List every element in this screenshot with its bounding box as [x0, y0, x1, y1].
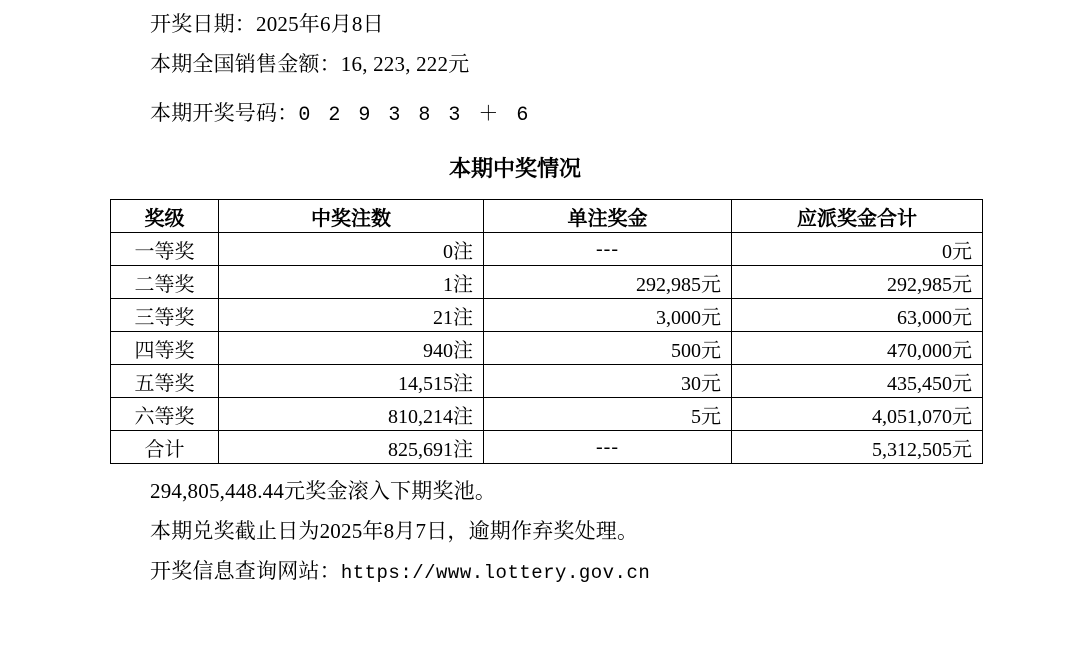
- cell-grade: 一等奖: [111, 233, 219, 266]
- table-row: [111, 233, 983, 266]
- table-row: [111, 365, 983, 398]
- column-header-grade: 奖级: [111, 200, 219, 233]
- website-url[interactable]: https://www.lottery.gov.cn: [340, 562, 651, 584]
- table-row: [111, 398, 983, 431]
- winning-numbers-value: 0 2 9 3 8 3 ＋ 6: [298, 104, 532, 127]
- national-sales-line: 本期全国销售金额：16, 223, 222元: [150, 52, 470, 76]
- cell-count: 14,515注: [219, 365, 484, 398]
- rollover-line: 294,805,448.44元奖金滚入下期奖池。: [150, 479, 497, 503]
- table-row: [111, 299, 983, 332]
- cell-single: ---: [484, 431, 732, 464]
- cell-count: 940注: [219, 332, 484, 365]
- cell-grade: 四等奖: [111, 332, 219, 365]
- column-header-count: 中奖注数: [219, 200, 484, 233]
- cell-grade: 三等奖: [111, 299, 219, 332]
- cell-single: 292,985元: [484, 266, 732, 299]
- column-header-single: 单注奖金: [484, 200, 732, 233]
- cell-count: 1注: [219, 266, 484, 299]
- cell-total: 63,000元: [732, 299, 983, 332]
- cell-grade: 六等奖: [111, 398, 219, 431]
- cell-grade: 二等奖: [111, 266, 219, 299]
- cell-total: 435,450元: [732, 365, 983, 398]
- prize-table: [110, 199, 983, 464]
- cell-total: 292,985元: [732, 266, 983, 299]
- cell-total: 4,051,070元: [732, 398, 983, 431]
- prize-table-title: 本期中奖情况: [448, 156, 581, 181]
- cell-total: 0元: [732, 233, 983, 266]
- draw-date-line: 开奖日期：2025年6月8日: [150, 12, 384, 36]
- website-label: 开奖信息查询网站：: [150, 559, 341, 583]
- cell-count: 0注: [219, 233, 484, 266]
- table-header-row: [111, 200, 983, 233]
- cell-count: 810,214注: [219, 398, 484, 431]
- table-row: [111, 431, 983, 464]
- cell-count: 21注: [219, 299, 484, 332]
- cell-single: 5元: [484, 398, 732, 431]
- cell-total: 470,000元: [732, 332, 983, 365]
- table-row: [111, 332, 983, 365]
- cell-single: 500元: [484, 332, 732, 365]
- website-line: [150, 561, 980, 583]
- cell-count: 825,691注: [219, 431, 484, 464]
- cell-grade: 合计: [111, 431, 219, 464]
- cell-single: ---: [484, 233, 732, 266]
- cell-single: 30元: [484, 365, 732, 398]
- cell-total: 5,312,505元: [732, 431, 983, 464]
- table-row: [111, 266, 983, 299]
- winning-numbers-line: [150, 103, 980, 126]
- winning-numbers-label: 本期开奖号码：: [150, 101, 299, 125]
- cell-single: 3,000元: [484, 299, 732, 332]
- cell-grade: 五等奖: [111, 365, 219, 398]
- claim-deadline-line: 本期兑奖截止日为2025年8月7日，逾期作弃奖处理。: [150, 519, 639, 543]
- column-header-total: 应派奖金合计: [732, 200, 983, 233]
